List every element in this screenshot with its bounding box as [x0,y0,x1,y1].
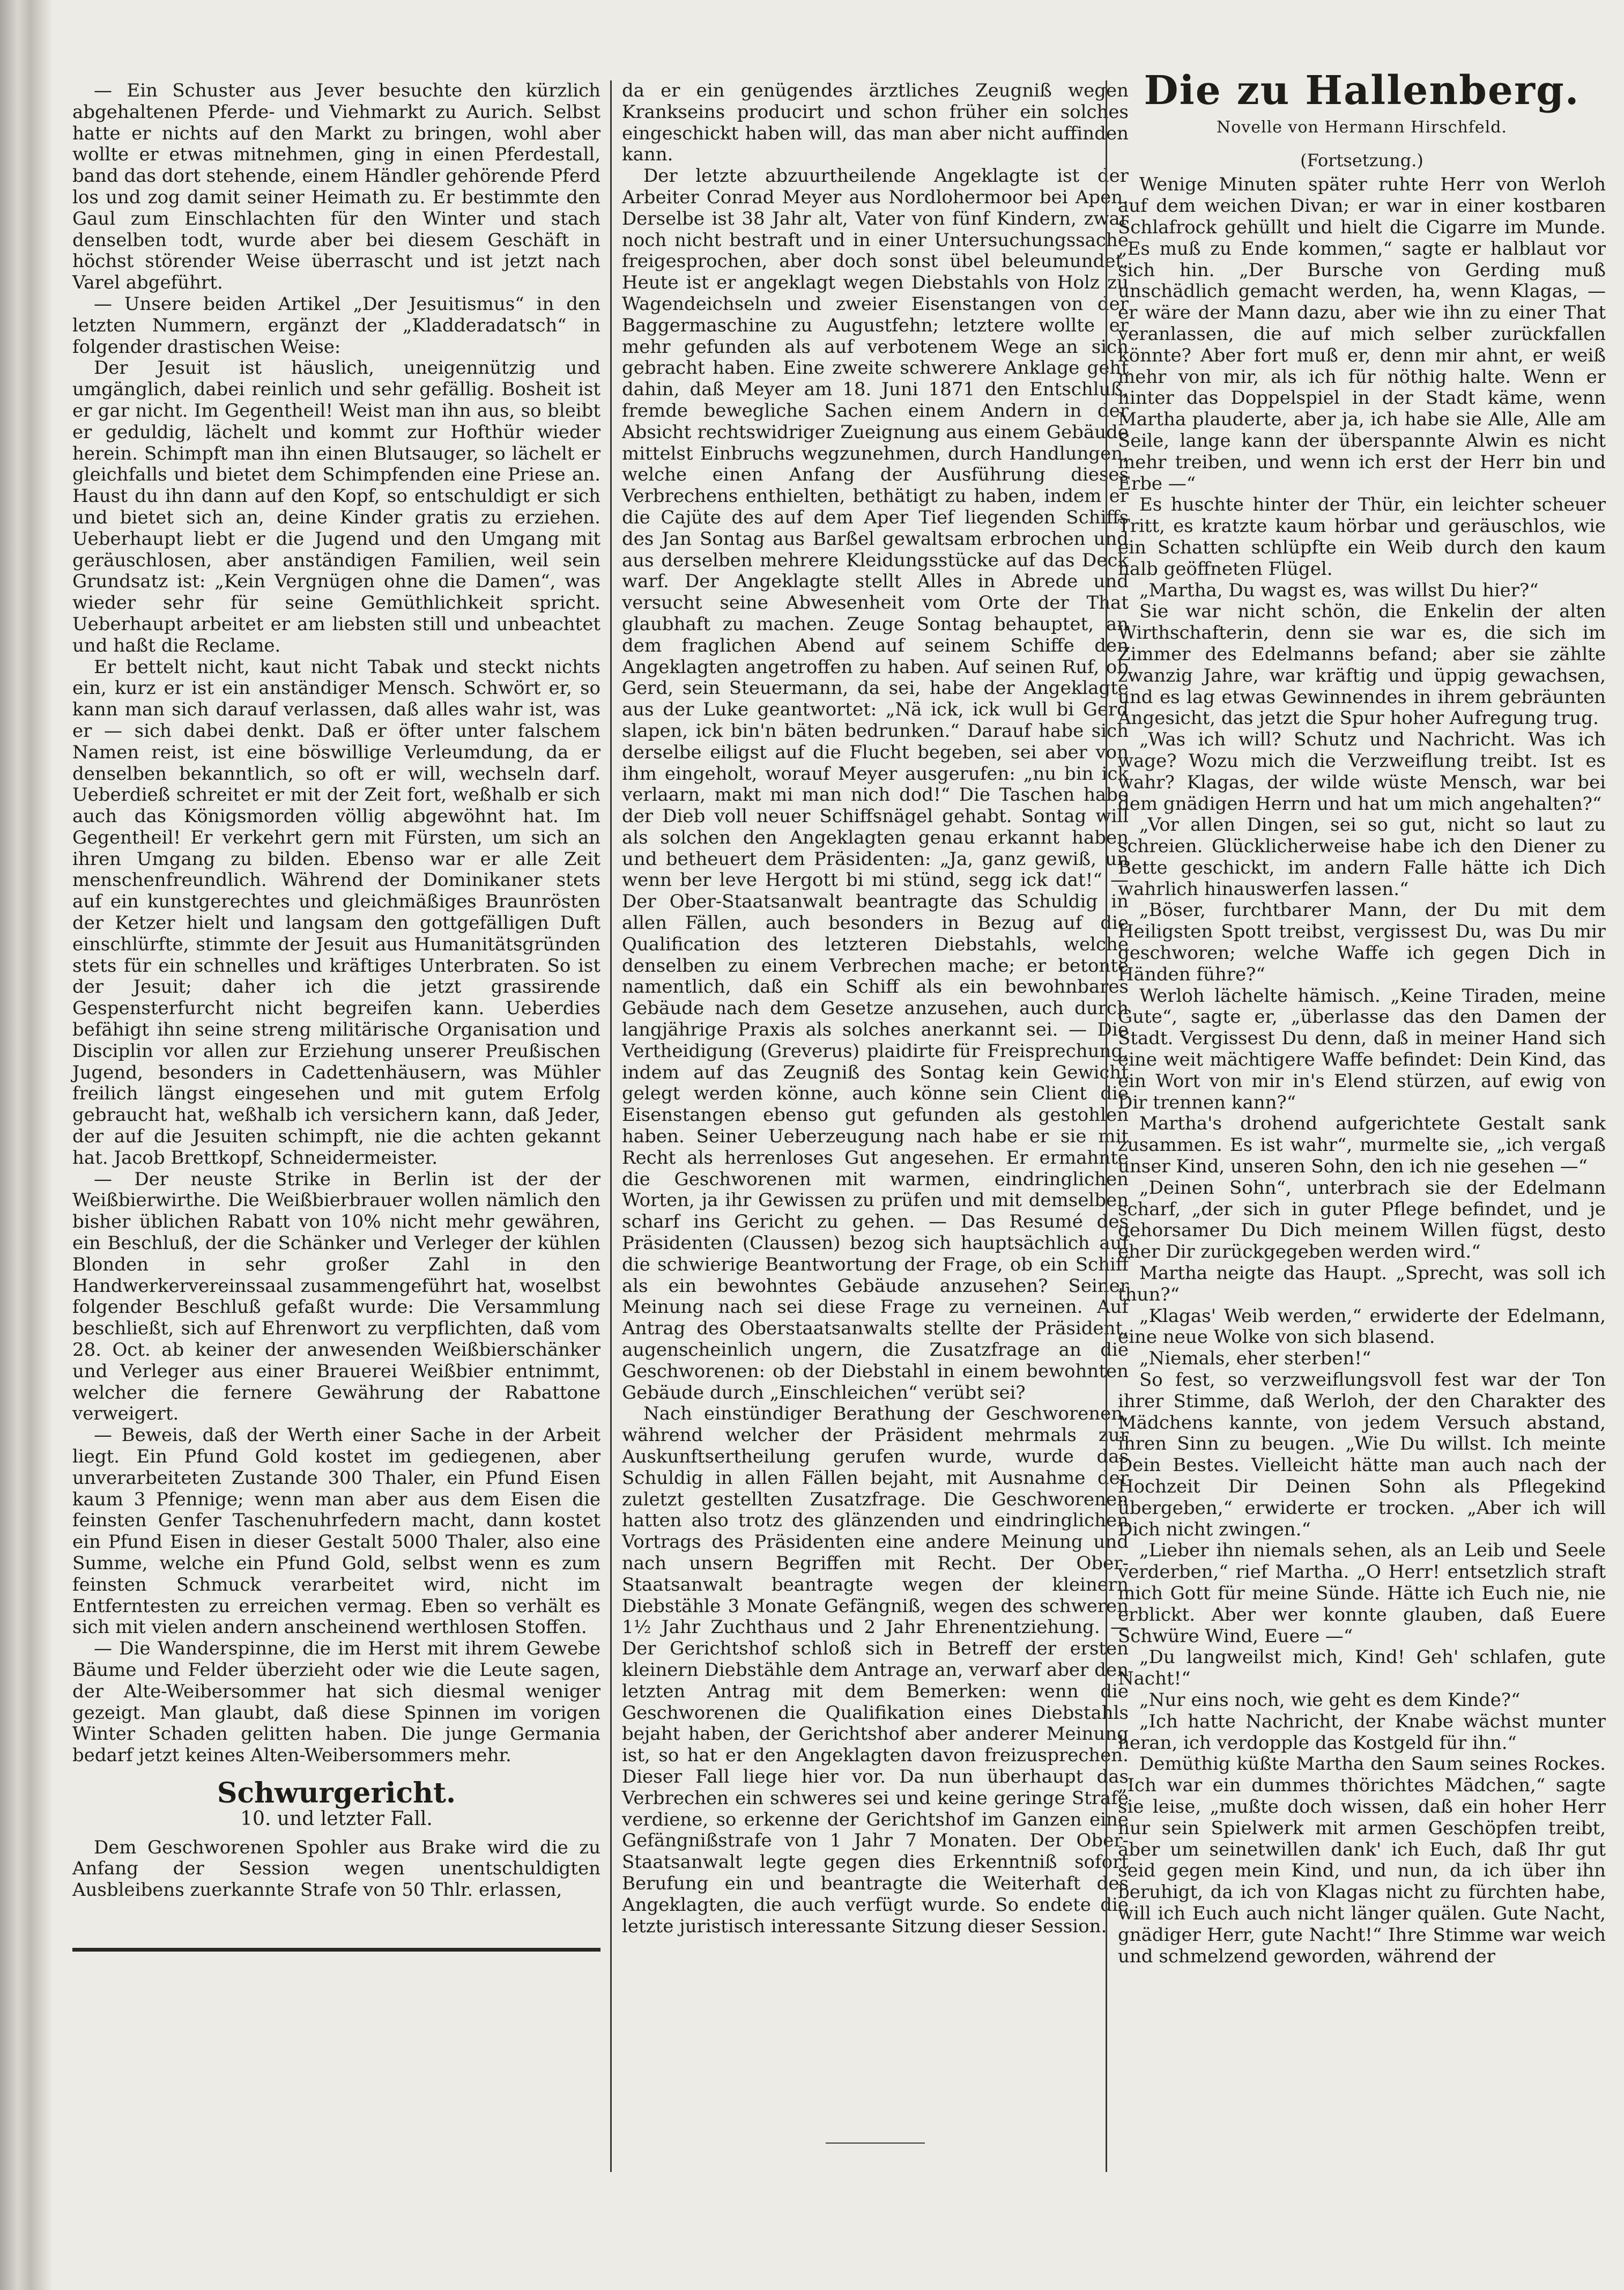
novella-paragraph: „Lieber ihn niemals sehen, als an Leib und Seele verderben,“ rief Martha. „O Herr! entsetzlich straft mich Gott für meine Sünde. Hätte ich Euch nie, nie erblickt. Aber wer konnte glauben, daß Euere Schwüre Wind, Euere —“ [1118,1540,1606,1647]
novella-paragraph: „Vor allen Dingen, sei so gut, nicht so laut zu schreien. Glücklicherweise habe ich den Diener zu Bette geschickt, im andern Falle hätte ich Dich wahrlich hinauswerfen lassen.“ [1118,814,1606,900]
novella-paragraph: Werloh lächelte hämisch. „Keine Tiraden, meine Gute“, sagte er, „überlasse das den Damen der Stadt. Vergissest Du denn, daß in meiner Hand sich eine weit mächtigere Waffe befindet: Dein Kind, das ein Wort von mir in's Elend stürzen, auf ewig von Dir trennen kann?“ [1118,985,1606,1113]
article-schuster-jever: — Ein Schuster aus Jever besuchte den kürzlich abgehaltenen Pferde- und Viehmarkt zu Aurich. Selbst hatte er nichts auf den Markt zu bringen, wohl aber wollte er etwas mitnehmen, ging in einen Pferdestall, band das dort stehende, einem Händler gehörende Pferd los und zog damit seiner Heimath zu. Er bestimmte den Gaul zum Einschlachten für den Winter und stach denselben todt, wurde aber bei diesem Geschäft in höchst störender Weise überrascht und ist jetzt nach Varel abgeführt. [72,80,600,294]
article-schwurgericht-cont: da er ein genügendes ärztliches Zeugniß wegen Krankseins producirt und schon früher ein solches eingeschickt haben will, das man aber nicht auffinden kann. [622,80,1129,166]
column-right [1118,68,1606,1967]
novella-paragraph: „Nur eins noch, wie geht es dem Kinde?“ [1139,1689,1521,1711]
novella-paragraph: „Martha, Du wagst es, was willst Du hier?“ [1139,579,1539,601]
novella-paragraph: Martha neigte das Haupt. „Sprecht, was soll ich thun?“ [1118,1262,1606,1305]
column-middle [622,80,1129,1937]
column-left [72,80,600,1901]
article-urteil: Nach einstündiger Berathung der Geschworenen, während welcher der Präsident mehrmals zur Auskunftsertheilung gerufen wurde, wurde das Schuldig in allen Fällen bejaht, mit Ausnahme der zuletzt gestellten Zusatzfrage. Die Geschworenen hatten also trotz des glänzenden und eindringlichen Vortrags des Präsidenten eine andere Meinung und nach unsern Begriffen mit Recht. Der Ober-Staatsanwalt beantragte wegen der kleinern Diebstähle 3 Monate Gefängniß, wegen des schweren 1½ Jahr Zuchthaus und 2 Jahr Ehrenentziehung. — Der Gerichtshof schloß sich in Betreff der ersten kleinern Diebstähle dem Antrage an, verwarf aber den letzten Antrag mit dem Bemerken: wenn die Geschworenen die Qualifikation eines Diebstahls bejaht haben, der Gerichtshof aber anderer Meinung ist, so hat er den Angeklagten davon freizusprechen. Dieser Fall liege hier vor. Da nun überhaupt das Verbrechen ein schweres sei und keine geringe Strafe verdiene, so erkenne der Gerichtshof im Ganzen eine Gefängnißstrafe von 1 Jahr 7 Monaten. Der Ober-Staatsanwalt legte gegen dies Erkenntniß sofort Berufung ein und beantragte die Weiterhaft des Angeklagten, die auch verfügt wurde. So endete die letzte juristisch interessante Sitzung dieser Session. [622,1403,1129,1937]
novella-paragraph: „Ich hatte Nachricht, der Knabe wächst munter heran, ich verdopple das Kostgeld für ihn.“ [1118,1710,1606,1754]
novella-paragraph: Es huschte hinter der Thür, ein leichter scheuer Tritt, es kratzte kaum hörbar und geräuschlos, wie ein Schatten schlüpfte ein Weib durch den kaum halb geöffneten Flügel. [1118,494,1606,580]
article-wanderspinne: — Die Wanderspinne, die im Herst mit ihrem Gewebe Bäume und Felder überzieht oder wie die Leute sagen, der Alte-Weibersommer hat sich diesmal weniger gezeigt. Man glaubt, daß diese Spinnen im vorigen Winter Schaden gelitten haben. Die junge Germania bedarf jetzt keines Alten-Weibersommers mehr. [72,1638,600,1767]
article-jesuit-paragraph-2: Er bettelt nicht, kaut nicht Tabak und steckt nichts ein, kurz er ist ein anständiger Mensch. Schwört er, so kann man sich darauf verlassen, daß alles wahr ist, was er — sich dabei denkt. Daß er öfter unter falschem Namen reist, ist eine böswillige Verleumdung, da er denselben bekanntlich, so oft er will, wechseln darf. Ueberdieß schreitet er mit der Zeit fort, weßhalb er sich auch das Königsmorden völlig abgewöhnt hat. Im Gegentheil! Er verkehrt gern mit Fürsten, um sich an ihren Umgang zu bilden. Ebenso war er alle Zeit menschenfreundlich. Während der Dominikaner stets auf ein kunstgerechtes und gleichmäßiges Braunrösten der Ketzer hielt und langsam den gottgefälligen Duft einschlürfte, stimmte der Jesuit aus Humanitätsgründen stets für ein schnelles und kräftiges Unterbraten. So ist der Jesuit; daher ich die jetzt grassirende Gespensterfurcht nicht begreifen kann. Ueberdies befähigt ihn seine streng militärische Organisation und Disciplin vor allen zur Erziehung unserer Preußischen Jugend, besonders in Cadettenhäusern, was Mühler freilich längst eingesehen und mit gutem Erfolg gebraucht hat, weßhalb ich versichern kann, daß Jeder, der auf die Jesuiten schimpft, nie die achten gekannt hat. Jacob Brettkopf, Schneidermeister. [72,656,600,1169]
column-divider-right [1106,80,1107,2172]
novella-paragraph: „Böser, furchtbarer Mann, der Du mit dem Heiligsten Spott treibst, vergissest Du, was Du mir geschworen; welche Waffe ich gegen Dich in Händen führe?“ [1118,899,1606,985]
article-angeklagter-meyer: Der letzte abzuurtheilende Angeklagte ist der Arbeiter Conrad Meyer aus Nordlohermoor bei Apen. Derselbe ist 38 Jahr alt, Vater von fünf Kindern, zwar noch nicht bestraft und in einer Untersuchungssache freigesprochen, aber doch sonst übel beleumundet. Heute ist er angeklagt wegen Diebstahls von Holz zu Wagendeichseln und zweier Eisenstangen von der Baggermaschine zu Augustfehn; letztere wollte er mehr gefunden als auf verbotenem Wege an sich gebracht haben. Eine zweite schwerere Anklage geht dahin, daß Meyer am 18. Juni 1871 den Entschluß, fremde bewegliche Sachen einem Andern in der Absicht rechtswidriger Zueignung aus einem Gebäude mittelst Einbruchs wegzunehmen, durch Handlungen, welche einen Anfang der Ausführung dieses Verbrechens enthielten, bethätigt zu haben, indem er die Cajüte des auf dem Aper Tief liegenden Schiffs des Jan Sontag aus Barßel gewaltsam erbrochen und aus derselben mehrere Kleidungsstücke auf das Deck warf. Der Angeklagte stellt Alles in Abrede und versucht seine Abwesenheit vom Orte der That glaubhaft zu machen. Zeuge Sontag behauptet, an dem fraglichen Abend auf seinem Schiffe den Angeklagten angetroffen zu haben. Auf seinen Ruf, ob Gerd, sein Steuermann, da sei, habe der Angeklagte aus der Luke geantwortet: „Nä ick, ick wull bi Gerd slapen, ick bin'n bäten bedrunken.“ Darauf habe sich derselbe eiligst auf die Flucht begeben, sei aber von ihm eingeholt, worauf Meyer ausgerufen: „nu bin ick verlaarn, makt mi man nich dod!“ Die Taschen habe der Dieb voll neuer Schiffsnägel gehabt. Sontag will als solchen den Angeklagten genau erkannt haben und betheuert dem Präsidenten: „Ja, ganz gewiß, un wenn ber leve Hergott bi mi stünd, segg ick dat!“ — Der Ober-Staatsanwalt beantragte das Schuldig in allen Fällen, auch besonders in Bezug auf die Qualification des letzteren Diebstahls, welche denselben zu einem Verbrechen mache; er betonte namentlich, daß ein Schiff als ein bewohnbares Gebäude nach dem Gesetze anzusehen, auch durch langjährige Praxis als solches anerkannt sei. — Die Vertheidigung (Greverus) plaidirte für Freisprechung, indem auf das Zeugniß des Sontag kein Gewicht gelegt werden könne, auch könne sein Client die Eisenstangen ebenso gut gefunden als gestohlen haben. Seiner Ueberzeugung nach habe er sie mit Recht als herrenloses Gut angesehen. Er ermahnte die Geschworenen mit warmen, eindringlichen Worten, ja ihr Gewissen zu prüfen und mit demselben scharf ins Gericht zu gehen. — Das Resumé des Präsidenten (Claussen) bezog sich hauptsächlich auf die schwierige Beantwortung der Frage, ob ein Schiff als ein bewohntes Gebäude anzusehen? Seiner Meinung nach sei diese Frage zu verneinen. Auf Antrag des Oberstaatsanwalts stellte der Präsident, augenscheinlich ungern, die Zusatzfrage an die Geschworenen: ob der Diebstahl in einem bewohnten Gebäude durch „Einschleichen“ verübt sei? [622,165,1129,1403]
novella-paragraph: So fest, so verzweiflungsvoll fest war der Ton ihrer Stimme, daß Werloh, der den Charakter des Mädchens kannte, von jedem Versuch abstand, ihren Sinn zu beugen. „Wie Du willst. Ich meinte Dein Bestes. Vielleicht hätte man auch nach der Hochzeit Dir Deinen Sohn als Pflegekind übergeben,“ erwiderte er trocken. „Aber ich will Dich nicht zwingen.“ [1118,1369,1606,1540]
novella-paragraph: Wenige Minuten später ruhte Herr von Werloh auf dem weichen Divan; er war in einer kostbaren Schlafrock gehüllt und hielt die Cigarre im Munde. „Es muß zu Ende kommen,“ sagte er halblaut vor sich hin. „Der Bursche von Gerding muß unschädlich gemacht werden, ha, wenn Klagas, — er wäre der Mann dazu, aber wie ihn zu einer That veranlassen, die auf mich selber zurückfallen könnte? Aber fort muß er, denn mir ahnt, er weiß mehr von mir, als ich für nöthig halte. Wenn er hinter das Doppelspiel in der Stadt käme, wenn Martha plauderte, aber ja, ich habe sie Alle, Alle am Seile, lange kann der überspannte Alwin es nicht mehr treiben, und wenn ich erst der Herr bin und Erbe —“ [1118,174,1606,494]
novella-paragraph: „Du langweilst mich, Kind! Geh' schlafen, gute Nacht!“ [1118,1646,1606,1690]
novella-byline: Novelle von Hermann Hirschfeld. [1217,117,1507,137]
novella-paragraph: „Klagas' Weib werden,“ erwiderte der Edelmann, eine neue Wolke von sich blasend. [1118,1305,1606,1348]
novella-paragraph: Sie war nicht schön, die Enkelin der alten Wirthschafterin, denn sie war es, die sich im Zimmer des Edelmanns befand; aber sie zählte zwanzig Jahre, war kräftig und üppig gewachsen, und es lag etwas Gewinnendes in ihrem gebräunten Angesicht, das jetzt die Spur hoher Aufregung trug. [1118,601,1606,729]
article-jesuit-paragraph-1: Der Jesuit ist häuslich, uneigennützig und umgänglich, dabei reinlich und sehr gefällig. Bosheit ist er gar nicht. Im Gegentheil! Weist man ihn aus, so bleibt er geduldig, lächelt und kommt zur Hofthür wieder herein. Schimpft man ihn einen Blutsauger, so lächelt er gleichfalls und bietet dem Schimpfenden eine Priese an. Haust du ihn dann auf den Kopf, so entschuldigt er sich und bietet sich an, deine Kinder gratis zu erziehen. Ueberhaupt liebt er die Jugend und den Umgang mit geräuschlosen, aber anständigen Familien, weil sein Grundsatz ist: „Kein Vergnügen ohne die Damen“, was wieder sehr für seine Gemüthlichkeit spricht. Ueberhaupt arbeitet er am liebsten still und unbeachtet und haßt die Reclame. [72,357,600,656]
section-subtitle-fall: 10. und letzter Fall. [240,1807,433,1830]
novella-paragraph: „Niemals, eher sterben!“ [1139,1348,1371,1370]
novella-title: Die zu Hallenberg. [1144,68,1580,114]
article-weissbierwirthe-strike: — Der neuste Strike in Berlin ist der der Weißbierwirthe. Die Weißbierbrauer wollen nämlich den bisher üblichen Rabatt von 10% nicht mehr gewähren, ein Beschluß, der die Schänker und Verleger der kühlen Blonden in sehr großer Zahl in den Handwerkervereinssaal zusammengeführt hat, woselbst folgender Beschluß gefaßt wurde: Die Versammlung beschließt, sich auf Ehrenwort zu verpflichten, daß vom 28. Oct. ab keiner der anwesenden Weißbierschänker und Verleger aus einer Brauerei Weißbier entnimmt, welcher die fernere Gewährung der Rabattone verweigert. [72,1168,600,1425]
column-divider-left [610,80,612,2172]
article-schwurgericht-start: Dem Geschworenen Spohler aus Brake wird die zu Anfang der Session wegen unentschuldigten Ausbleibens zuerkannte Strafe von 50 Thlr. erlassen, [72,1836,600,1901]
end-of-article-rule [826,2143,925,2144]
article-beweis-werth: — Beweis, daß der Werth einer Sache in der Arbeit liegt. Ein Pfund Gold kostet im gediegenen, aber unverarbeiteten Zustande 300 Thaler, ein Pfund Eisen kaum 3 Pfennige; wenn man aber aus dem Eisen die feinsten Genfer Taschenuhrfedern macht, dann kostet ein Pfund Eisen in dieser Gestalt 5000 Thaler, also eine Summe, welche ein Pfund Gold, selbst wenn es zum feinsten Schmuck verarbeitet wird, nicht im Entferntesten zu erreichen vermag. Eben so verhält es sich mit vielen andern anscheinend werthlosen Stoffen. [72,1424,600,1638]
section-divider-rule [72,1948,600,1952]
novella-paragraph: „Deinen Sohn“, unterbrach sie der Edelmann scharf, „der sich in guter Pflege befindet, und je gehorsamer Du Dich meinem Willen fügst, desto eher Dir zurückgegeben werden wird.“ [1118,1177,1606,1263]
section-title-schwurgericht: Schwurgericht. [217,1776,456,1809]
novella-paragraph: Demüthig küßte Martha den Saum seines Rockes. „Ich war ein dummes thörichtes Mädchen,“ sagte sie leise, „mußte doch wissen, daß ein hoher Herr nur sein Spielwerk mit armen Geschöpfen treibt, aber um seinetwillen dank' ich Euch, daß Ihr gut seid gegen mein Kind, und nun, da ich über ihn beruhigt, da ich von Klagas nicht zu fürchten habe, will ich Euch auch nicht länger quälen. Gute Nacht, gnädiger Herr, gute Nacht!“ Ihre Stimme war weich und schmelzend geworden, während der [1118,1753,1606,1967]
novella-paragraph: Martha's drohend aufgerichtete Gestalt sank zusammen. Es ist wahr“, murmelte sie, „ich vergaß unser Kind, unseren Sohn, den ich nie gesehen —“ [1118,1113,1606,1178]
novella-paragraph: „Was ich will? Schutz und Nachricht. Was ich wage? Wozu mich die Verzweiflung treibt. Ist es wahr? Klagas, der wilde wüste Mensch, war bei dem gnädigen Herrn und hat um mich angehalten?“ [1118,729,1606,815]
article-jesuitismus-intro: — Unsere beiden Artikel „Der Jesuitismus“ in den letzten Nummern, ergänzt der „Kladderadatsch“ in folgender drastischen Weise: [72,293,600,358]
book-binding-edge [0,0,51,2290]
novella-continuation-note: (Fortsetzung.) [1300,150,1423,171]
